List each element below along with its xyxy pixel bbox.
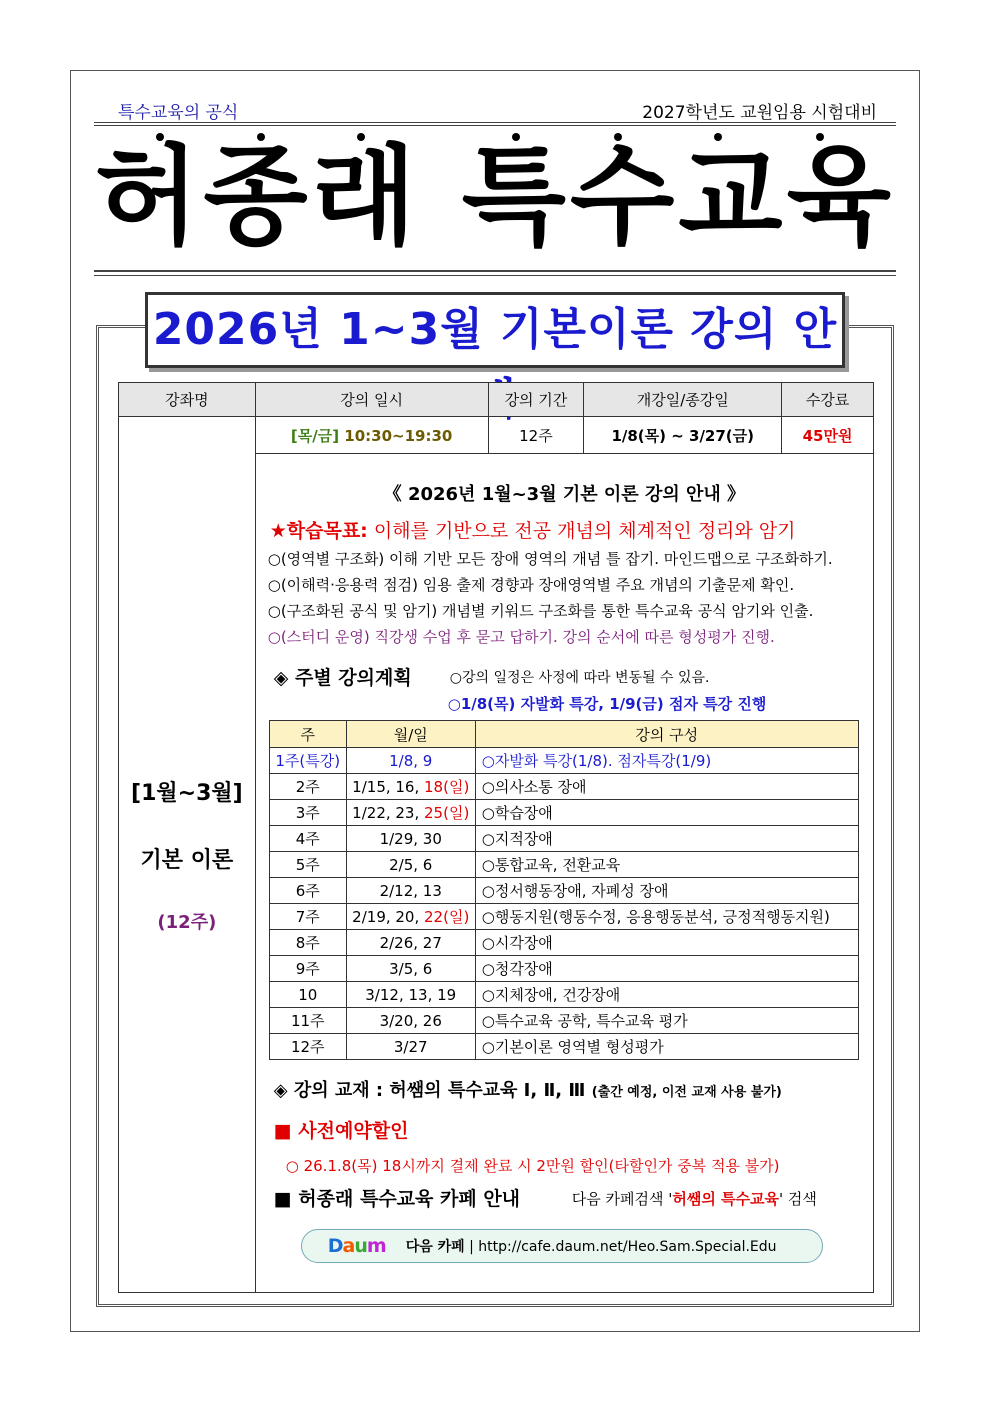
sched-th-topic: 강의 구성 xyxy=(475,721,858,748)
weekly-plan-heading: ◈ 주별 강의계획 ○강의 일정은 사정에 따라 변동될 수 있음. xyxy=(273,667,710,689)
learning-goal: ★학습목표: 이해를 기반으로 전공 개념의 체계적인 정리와 암기 xyxy=(269,520,796,542)
schedule-row: 10 3/12, 13, 19 ○지체장애, 건강장애 xyxy=(269,982,858,1008)
cafe-heading: ■ 허종래 특수교육 카페 안내 다음 카페검색 '허쌤의 특수교육' 검색 xyxy=(273,1188,817,1210)
time-cell xyxy=(255,417,488,454)
schedule-row: 9주 3/5, 6 ○청각장애 xyxy=(269,956,858,982)
header-left: 특수교육의 공식 xyxy=(118,103,239,123)
bullet-4: ○(스터디 운영) 직강생 수업 후 묻고 답하기. 강의 순서에 따른 형성평가 진행. xyxy=(267,628,775,646)
daum-logo-icon: Daum xyxy=(327,1235,386,1257)
content-title: 《 2026년 1월~3월 기본 이론 강의 안내 》 xyxy=(383,484,746,505)
title-rule xyxy=(94,270,896,276)
schedule-row: 11주 3/20, 26 ○특수교육 공학, 특수교육 평가 xyxy=(269,1008,858,1034)
schedule-row: 4주 1/29, 30 ○지적장애 xyxy=(269,826,858,852)
textbook-line: ◈ 강의 교재 : 허쌤의 특수교육 Ⅰ, Ⅱ, Ⅲ (출간 예정, 이전 교재 사용 불가) xyxy=(273,1080,782,1101)
cafe-search-note: 다음 카페검색 '허쌤의 특수교육' 검색 xyxy=(571,1190,817,1208)
th-duration: 강의 기간 xyxy=(488,383,584,417)
header-rule xyxy=(94,122,896,126)
schedule-row: 7주 2/19, 20, 22(일) ○행동지원(행동수정, 응용행동분석, 긍정적행동지원) xyxy=(269,904,858,930)
course-name-cell xyxy=(119,417,256,1293)
cafe-text: 다음 카페 | http://cafe.daum.net/Heo.Sam.Special.Edu xyxy=(405,1239,777,1255)
bullet-1: ○(영역별 구조화) 이해 기반 모든 장애 영역의 개념 틀 잡기. 마인드맵으로 구조화하기. xyxy=(267,550,833,568)
fee-cell: 45만원 xyxy=(782,417,874,454)
time: 10:30~19:30 xyxy=(344,426,453,445)
bullet-2: ○(이해력·응용력 점검) 임용 출제 경향과 장애영역별 주요 개념의 기출문제 확인. xyxy=(267,576,795,594)
dates-cell: 1/8(목) ~ 3/27(금) xyxy=(584,417,782,454)
main-title: 허종래 특수교육 xyxy=(95,135,895,260)
course-table xyxy=(118,382,874,1293)
course-period: [1월~3월] xyxy=(131,780,243,806)
header-right: 2027학년도 교원임용 시험대비 xyxy=(642,103,877,123)
sched-th-date: 월/일 xyxy=(346,721,475,748)
content-cell xyxy=(255,454,873,1293)
duration-cell: 12주 xyxy=(488,417,584,454)
plan-note-2: ○1/8(목) 자발화 특강, 1/9(금) 점자 특강 진행 xyxy=(447,695,767,713)
pre-discount-title: ■ 사전예약할인 xyxy=(273,1120,409,1142)
th-fee: 수강료 xyxy=(782,383,874,417)
days: [목/금] xyxy=(290,426,340,445)
bullet-3: ○(구조화된 공식 및 암기) 개념별 키워드 구조화를 통한 특수교육 공식 암기와 인출. xyxy=(267,602,814,620)
schedule-row: 2주 1/15, 16, 18(일) ○의사소통 장애 xyxy=(269,774,858,800)
schedule-row: 1주(특강) 1/8, 9 ○자발화 특강(1/8). 점자특강(1/9) xyxy=(269,748,858,774)
th-dates: 개강일/종강일 xyxy=(584,383,782,417)
schedule-row: 6주 2/12, 13 ○정서행동장애, 자폐성 장애 xyxy=(269,878,858,904)
plan-note-1: ○강의 일정은 사정에 따라 변동될 수 있음. xyxy=(449,670,710,686)
course-name: 기본 이론 xyxy=(140,847,234,873)
schedule-row: 5주 2/5, 6 ○통합교육, 전환교육 xyxy=(269,852,858,878)
th-time: 강의 일시 xyxy=(255,383,488,417)
schedule-row: 3주 1/22, 23, 25(일) ○학습장애 xyxy=(269,800,858,826)
banner-title: 2026년 1~3월 기본이론 강의 안 xyxy=(145,292,845,368)
cafe-link[interactable] xyxy=(301,1229,823,1263)
course-weeks: (12주) xyxy=(157,911,217,933)
th-course: 강좌명 xyxy=(119,383,256,417)
schedule-row: 8주 2/26, 27 ○시각장애 xyxy=(269,930,858,956)
schedule-row: 12주 3/27 ○기본이론 영역별 형성평가 xyxy=(269,1034,858,1060)
schedule-table xyxy=(269,720,859,1060)
sched-th-week: 주 xyxy=(269,721,346,748)
pre-discount-note: ○ 26.1.8(목) 18시까지 결제 완료 시 2만원 할인(타할인가 중복 적용 불가) xyxy=(285,1157,780,1175)
